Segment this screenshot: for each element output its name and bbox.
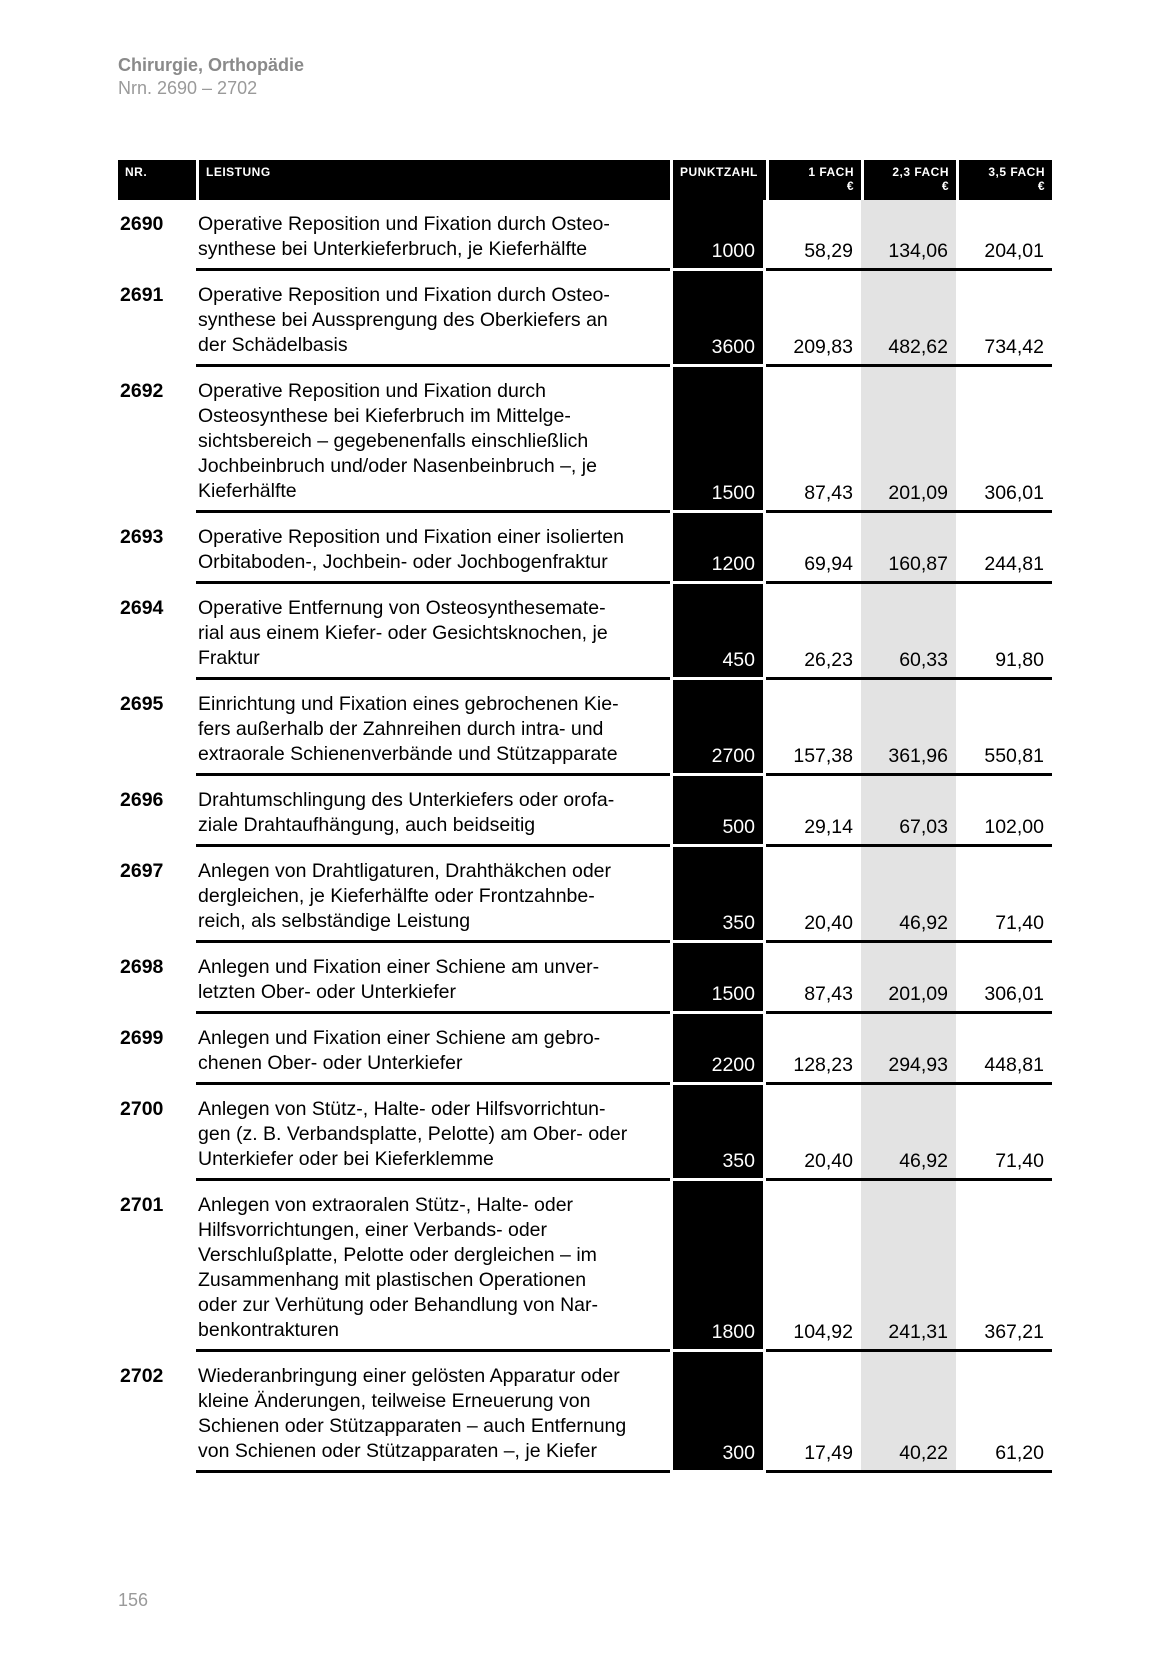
fee-2-3-fach: 294,93 xyxy=(861,1014,956,1085)
fee-1-fach: 157,38 xyxy=(766,680,861,776)
fee-2-3-fach: 67,03 xyxy=(861,776,956,847)
point-value: 350 xyxy=(670,1085,766,1181)
service-description: Wiederanbringung einer gelösten Apparatur oder kleine Änderungen, teilweise Erneuerung von Schienen oder Stützapparaten – auch Entfernung von Schienen oder Stützapparaten –, je Kiefer xyxy=(196,1352,670,1473)
fee-1-fach: 87,43 xyxy=(766,943,861,1014)
service-description: Anlegen von Stütz-, Halte- oder Hilfsvorrichtun- gen (z. B. Verbandsplatte, Pelotte) am Ober- oder Unterkiefer oder bei Kieferklemme xyxy=(196,1085,670,1181)
point-value: 3600 xyxy=(670,271,766,367)
column-header-label: 3,5 FACH xyxy=(988,165,1045,179)
service-description: Einrichtung und Fixation eines gebrochenen Kie- fers außerhalb der Zahnreihen durch intra- und extraorale Schienenverbände und Stützapparate xyxy=(196,680,670,776)
fee-1-fach: 87,43 xyxy=(766,367,861,513)
table-row xyxy=(118,680,1052,776)
service-description: Operative Entfernung von Osteosynthesemate- rial aus einem Kiefer- oder Gesichtsknochen, je Fraktur xyxy=(196,584,670,680)
table-row xyxy=(118,367,1052,513)
table-row xyxy=(118,1181,1052,1352)
fee-3-5-fach: 71,40 xyxy=(956,1085,1052,1181)
fee-number: 2694 xyxy=(120,597,164,619)
fee-number: 2692 xyxy=(120,380,164,402)
fee-3-5-fach: 91,80 xyxy=(956,584,1052,680)
fee-2-3-fach: 46,92 xyxy=(861,1085,956,1181)
table-row xyxy=(118,776,1052,847)
fee-3-5-fach: 61,20 xyxy=(956,1352,1052,1473)
fee-table xyxy=(118,160,1052,1473)
table-row xyxy=(118,513,1052,584)
service-description: Operative Reposition und Fixation durch Osteosynthese bei Kieferbruch im Mittelge- sichtsbereich – gegebenenfalls einschließlich Jochbeinbruch und/oder Nasenbeinbruch –, je Kieferhälfte xyxy=(196,367,670,513)
point-value: 1500 xyxy=(670,367,766,513)
column-header-nr: NR. xyxy=(118,160,196,200)
fee-2-3-fach: 46,92 xyxy=(861,847,956,943)
fee-3-5-fach: 734,42 xyxy=(956,271,1052,367)
point-value: 1000 xyxy=(670,200,766,271)
service-description: Anlegen und Fixation einer Schiene am gebro- chenen Ober- oder Unterkiefer xyxy=(196,1014,670,1085)
column-header-label: 2,3 FACH xyxy=(892,165,949,179)
fee-number: 2698 xyxy=(120,956,164,978)
table-row xyxy=(118,943,1052,1014)
fee-number: 2697 xyxy=(120,860,164,882)
fee-number: 2691 xyxy=(120,284,164,306)
fee-1-fach: 20,40 xyxy=(766,847,861,943)
running-head xyxy=(118,54,304,100)
point-value: 500 xyxy=(670,776,766,847)
column-header-3-5-fach xyxy=(956,160,1052,200)
column-header-punktzahl: PUNKTZAHL xyxy=(670,160,766,200)
fee-number: 2700 xyxy=(120,1098,164,1120)
fee-2-3-fach: 201,09 xyxy=(861,943,956,1014)
fee-2-3-fach: 482,62 xyxy=(861,271,956,367)
fee-1-fach: 26,23 xyxy=(766,584,861,680)
currency-label: € xyxy=(941,179,949,193)
fee-1-fach: 104,92 xyxy=(766,1181,861,1352)
fee-1-fach: 17,49 xyxy=(766,1352,861,1473)
fee-number: 2702 xyxy=(120,1365,164,1387)
table-row xyxy=(118,1014,1052,1085)
fee-2-3-fach: 361,96 xyxy=(861,680,956,776)
column-header-2-3-fach xyxy=(861,160,956,200)
point-value: 2200 xyxy=(670,1014,766,1085)
fee-1-fach: 128,23 xyxy=(766,1014,861,1085)
fee-1-fach: 20,40 xyxy=(766,1085,861,1181)
service-description: Operative Reposition und Fixation einer isolierten Orbitaboden-, Jochbein- oder Jochbogenfraktur xyxy=(196,513,670,584)
fee-number: 2693 xyxy=(120,526,164,548)
point-value: 450 xyxy=(670,584,766,680)
fee-1-fach: 209,83 xyxy=(766,271,861,367)
table-header-row xyxy=(118,160,1052,200)
service-description: Anlegen von Drahtligaturen, Drahthäkchen oder dergleichen, je Kieferhälfte oder Frontzahnbe- reich, als selbständige Leistung xyxy=(196,847,670,943)
service-description: Anlegen und Fixation einer Schiene am unver- letzten Ober- oder Unterkiefer xyxy=(196,943,670,1014)
fee-3-5-fach: 204,01 xyxy=(956,200,1052,271)
table-row xyxy=(118,200,1052,271)
fee-3-5-fach: 102,00 xyxy=(956,776,1052,847)
fee-1-fach: 29,14 xyxy=(766,776,861,847)
fee-3-5-fach: 448,81 xyxy=(956,1014,1052,1085)
fee-number: 2695 xyxy=(120,693,164,715)
fee-1-fach: 58,29 xyxy=(766,200,861,271)
fee-2-3-fach: 40,22 xyxy=(861,1352,956,1473)
fee-3-5-fach: 367,21 xyxy=(956,1181,1052,1352)
table-row xyxy=(118,1352,1052,1473)
service-description: Operative Reposition und Fixation durch Osteo- synthese bei Aussprengung des Oberkiefers an der Schädelbasis xyxy=(196,271,670,367)
table-row xyxy=(118,847,1052,943)
fee-2-3-fach: 134,06 xyxy=(861,200,956,271)
column-header-label: 1 FACH xyxy=(808,165,854,179)
fee-number: 2696 xyxy=(120,789,164,811)
fee-1-fach: 69,94 xyxy=(766,513,861,584)
service-description: Drahtumschlingung des Unterkiefers oder orofa- ziale Drahtaufhängung, auch beidseitig xyxy=(196,776,670,847)
table-body xyxy=(118,200,1052,1473)
fee-3-5-fach: 244,81 xyxy=(956,513,1052,584)
point-value: 2700 xyxy=(670,680,766,776)
fee-number: 2699 xyxy=(120,1027,164,1049)
fee-2-3-fach: 201,09 xyxy=(861,367,956,513)
table-row xyxy=(118,1085,1052,1181)
fee-number: 2701 xyxy=(120,1194,164,1216)
point-value: 1800 xyxy=(670,1181,766,1352)
currency-label: € xyxy=(846,179,854,193)
table-row xyxy=(118,271,1052,367)
point-value: 350 xyxy=(670,847,766,943)
currency-label: € xyxy=(1037,179,1045,193)
point-value: 1200 xyxy=(670,513,766,584)
fee-3-5-fach: 550,81 xyxy=(956,680,1052,776)
fee-2-3-fach: 60,33 xyxy=(861,584,956,680)
point-value: 300 xyxy=(670,1352,766,1473)
service-description: Anlegen von extraoralen Stütz-, Halte- oder Hilfsvorrichtungen, einer Verbands- oder Verschlußplatte, Pelotte oder dergleichen – im Zusammenhang mit plastischen Operationen oder zur Verhütung oder Behandlung von Nar- benkontrakturen xyxy=(196,1181,670,1352)
fee-3-5-fach: 306,01 xyxy=(956,943,1052,1014)
column-header-1-fach xyxy=(766,160,861,200)
number-range: Nrn. 2690 – 2702 xyxy=(118,78,258,98)
point-value: 1500 xyxy=(670,943,766,1014)
fee-number: 2690 xyxy=(120,213,164,235)
page-number: 156 xyxy=(118,1590,149,1610)
section-title: Chirurgie, Orthopädie xyxy=(118,55,305,75)
fee-3-5-fach: 306,01 xyxy=(956,367,1052,513)
fee-3-5-fach: 71,40 xyxy=(956,847,1052,943)
table-row xyxy=(118,584,1052,680)
column-header-leistung: LEISTUNG xyxy=(196,160,670,200)
fee-2-3-fach: 241,31 xyxy=(861,1181,956,1352)
service-description: Operative Reposition und Fixation durch Osteo- synthese bei Unterkieferbruch, je Kieferhälfte xyxy=(196,200,670,271)
fee-2-3-fach: 160,87 xyxy=(861,513,956,584)
